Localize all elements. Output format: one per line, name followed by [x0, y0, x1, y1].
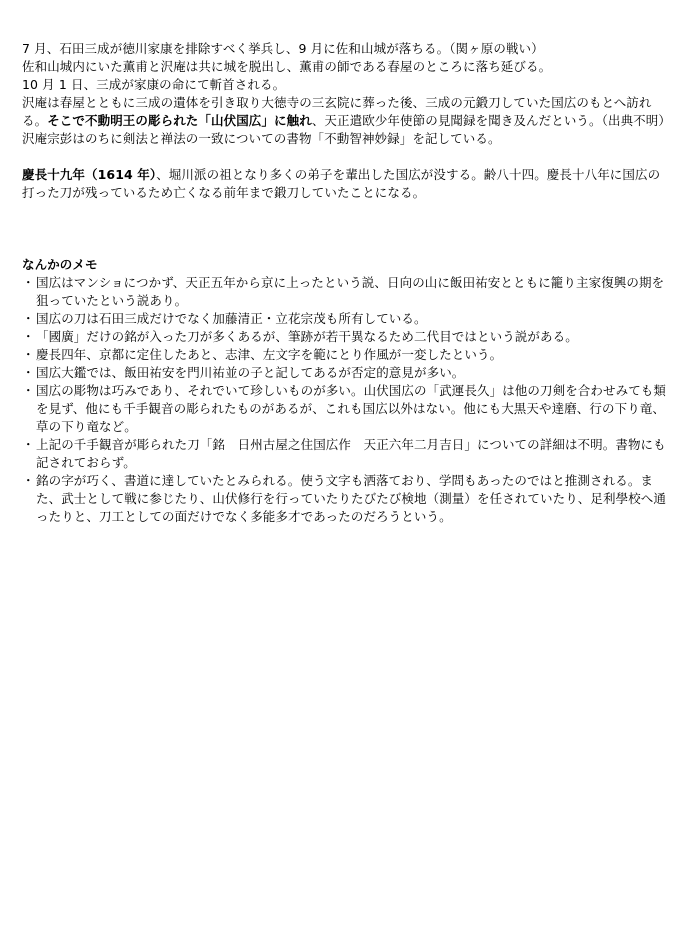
bullet-mark: ・: [22, 365, 35, 380]
bullet-mark: ・: [22, 437, 35, 452]
spacer-large: [22, 202, 672, 256]
bullet-mark: ・: [22, 329, 35, 344]
takuan-visit-text-1: 沢庵は春屋とともに三成の遺体を引き取り大徳寺の三玄院に葬った後、三成の元鍛刀していた国広のもとへ訪れる。: [22, 95, 652, 128]
list-item: [22, 364, 672, 382]
memo-heading: なんかのメモ: [22, 257, 98, 272]
list-item-text: 「國廣」だけの銘が入った刀が多くあるが、筆跡が若干異なるため二代目ではという説がある。: [36, 329, 578, 344]
text-para-kunihiro-death: [22, 166, 672, 202]
list-item: [22, 436, 672, 472]
list-item: [22, 472, 672, 526]
memo-list: [22, 274, 672, 526]
list-item-text: 上記の千手観音が彫られた刀「銘 日州古屋之住国広作 天正六年二月吉日」についての詳細は不明。書物にも記されておらず。: [36, 437, 666, 470]
list-item-text: 国広の刀は石田三成だけでなく加藤清正・立花宗茂も所有している。: [36, 311, 427, 326]
text-line-sekigahara: 7 月、石田三成が徳川家康を排除すべく挙兵し、9 月に佐和山城が落ちる。（関ヶ原の戦い）: [22, 41, 544, 56]
list-item-text: 国広の彫物は巧みであり、それでいて珍しいものが多い。山伏国広の「武運長久」は他の刀剣を合わせみても類を見ず、他にも千手観音の彫られたものがあるが、これも国広以外はない。他にも大黒天や達磨、行の下り竜、草の下り竜など。: [36, 383, 667, 434]
bullet-mark: ・: [22, 347, 35, 362]
takuan-visit-bold: そこで不動明王の彫られた「山伏国広」に触れ: [47, 113, 312, 128]
text-line-execution: 10 月 1 日、三成が家康の命にて斬首される。: [22, 77, 286, 92]
bullet-mark: ・: [22, 311, 35, 326]
list-item-text: 銘の字が巧く、書道に達していたとみられる。使う文字も洒落ており、学問もあったのではと推測される。また、武士として戦に参じたり、山伏修行を行っていたりたびたび検地（測量）を任されていたり、足利學校へ通ったりと、刀工としての面だけでなく多能多才であったのだろうという。: [36, 473, 667, 524]
document-body: [22, 40, 672, 526]
list-item-text: 国広はマンショにつかず、天正五年から京に上ったという説、日向の山に飯田祐安とともに籠り主家復興の期を狙っていたという説あり。: [36, 275, 665, 308]
list-item: [22, 346, 672, 364]
text-para-takuan-visit: [22, 94, 672, 130]
kunihiro-death-text: 、堀川派の祖となり多くの弟子を輩出した国広が没する。齢八十四。慶長十八年に国広の打った刀が残っているため亡くなる前年まで鍛刀していたことになる。: [22, 167, 661, 200]
list-item: [22, 310, 672, 328]
list-item: [22, 328, 672, 346]
spacer: [22, 148, 672, 166]
list-item-text: 国広大鑑では、飯田祐安を門川祐並の子と記してあるが否定的意見が多い。: [36, 365, 465, 380]
keicho-19-bold: 慶長十九年（1614 年）: [22, 167, 157, 182]
takuan-visit-text-2: 、天正遣欧少年使節の見聞録を聞き及んだという。（出典不明）: [311, 113, 671, 128]
list-item-text: 慶長四年、京都に定住したあと、志津、左文字を範にとり作風が一変したという。: [36, 347, 503, 362]
bullet-mark: ・: [22, 275, 35, 290]
list-item: [22, 274, 672, 310]
text-line-fudochi: 沢庵宗彭はのちに剣法と禅法の一致についての書物「不動智神妙録」を記している。: [22, 131, 501, 146]
bullet-mark: ・: [22, 473, 35, 488]
text-line-escape: 佐和山城内にいた薫甫と沢庵は共に城を脱出し、薫甫の師である春屋のところに落ち延びる。: [22, 59, 552, 74]
bullet-mark: ・: [22, 383, 35, 398]
list-item: [22, 382, 672, 436]
